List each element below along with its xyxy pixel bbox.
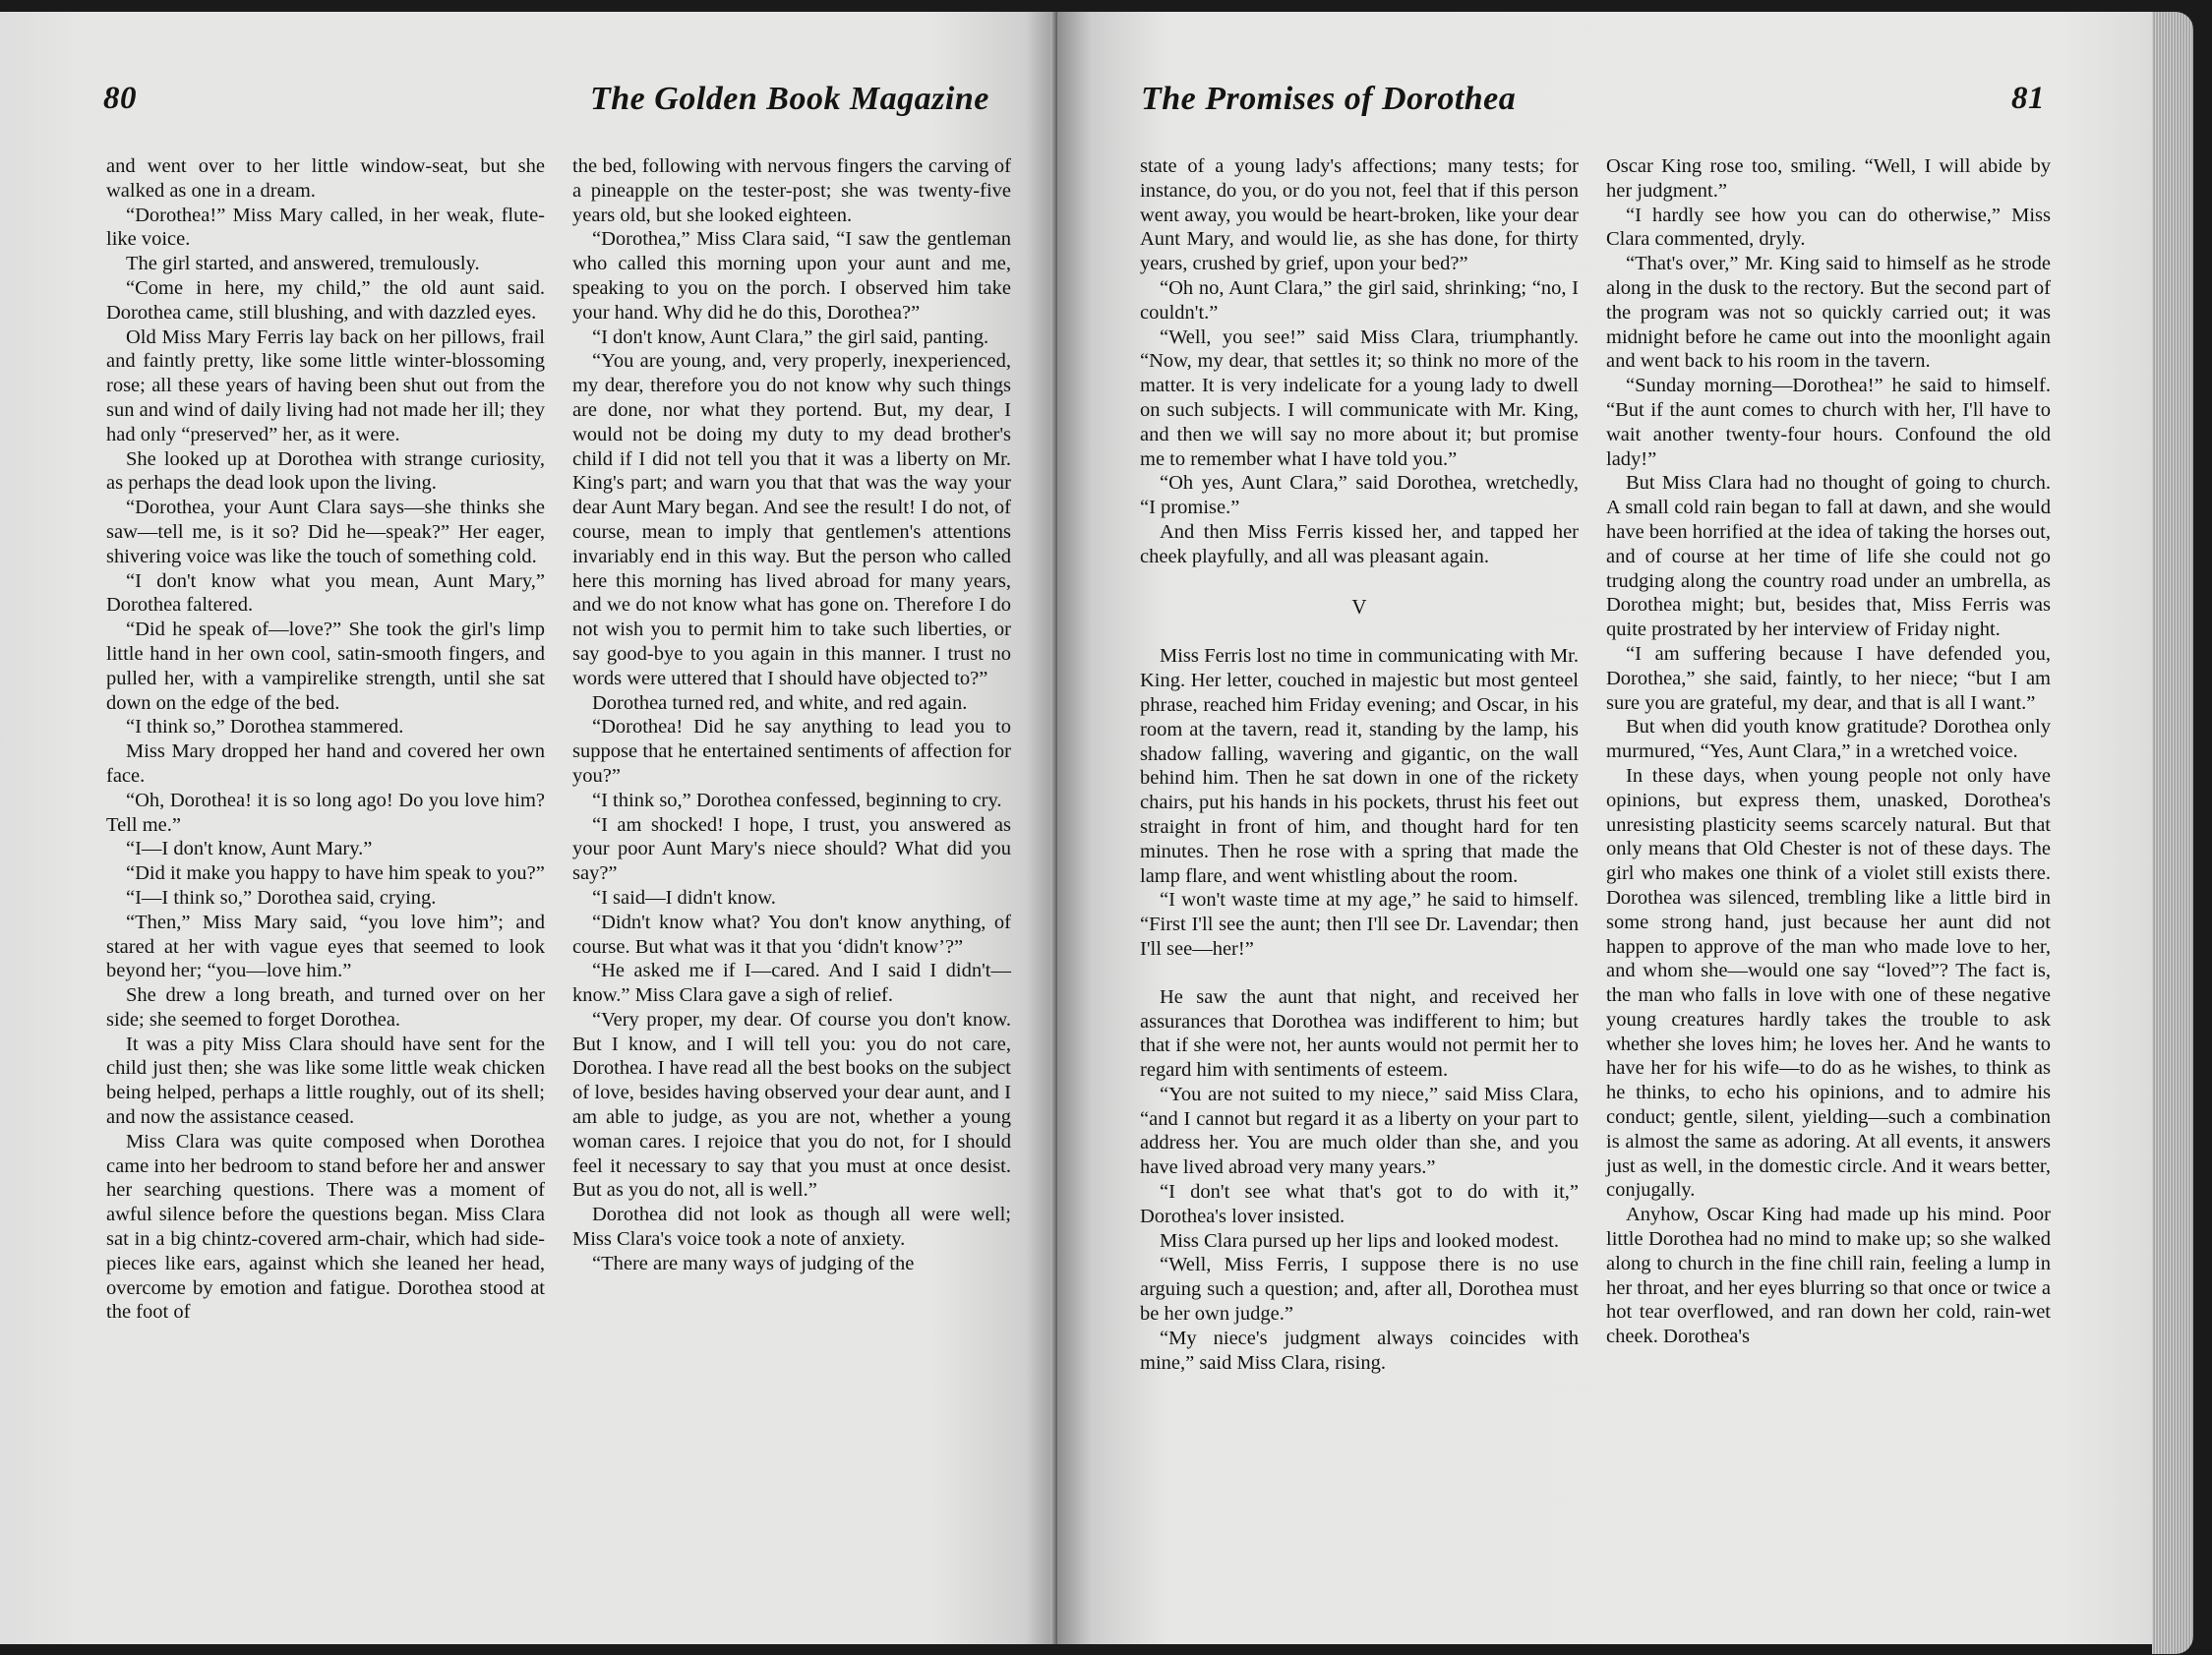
- paragraph: “Did it make you happy to have him speak to you?”: [126, 862, 545, 885]
- paragraph: “Then,” Miss Mary said, “you love him”; and stared at her with vague eyes that seemed to look beyond her; “you—love him.”: [106, 911, 545, 982]
- paragraph: “Come in here, my child,” the old aunt said. Dorothea came, still blushing, and with dazzled eyes.: [106, 276, 545, 324]
- paragraph: The girl started, and answered, tremulously.: [126, 253, 480, 275]
- paragraph: He saw the aunt that night, and received her assurances that Dorothea was indifferent to him; but that if she were not, her aunts would not permit her to regard him with sentiments of esteem.: [1140, 985, 1579, 1082]
- paragraph: “I think so,” Dorothea confessed, beginning to cry.: [592, 789, 1002, 811]
- paragraph: Anyhow, Oscar King had made up his mind. Poor little Dorothea had no mind to make up; so she walked along to church in the fine chill rain, feeling a lump in her throat, and her eyes blurring so that once or twice a hot tear overflowed, and ran down her cold, rain-wet cheek. Dorothea's: [1606, 1204, 2051, 1348]
- paragraph: Old Miss Mary Ferris lay back on her pillows, frail and faintly pretty, like some little winter-blossoming rose; all these years of having been shut out from the sun and wind of daily living had not made her ill; they had only “preserved” her, as it were.: [106, 325, 545, 445]
- paragraph: Miss Clara pursed up her lips and looked modest.: [1160, 1229, 1559, 1252]
- page-edges: [2152, 12, 2193, 1654]
- paragraph: “I hardly see how you can do otherwise,” Miss Clara commented, dryly.: [1606, 204, 2051, 251]
- paragraph: And then Miss Ferris kissed her, and tapped her cheek playfully, and all was pleasant again.: [1140, 520, 1579, 567]
- book-spread: [0, 12, 2174, 1644]
- paragraph: “Didn't know what? You don't know anything, of course. But what was it that you ‘didn't know’?”: [572, 911, 1011, 958]
- paragraph: “That's over,” Mr. King said to himself as he strode along in the dusk to the rectory. But the second part of the program was not so quickly carried out; it was midnight before he came out into the moonlight again and went back to his room in the tavern.: [1606, 253, 2051, 373]
- paragraph: Dorothea did not look as though all were well; Miss Clara's voice took a note of anxiety.: [572, 1204, 1011, 1251]
- paragraph: “You are not suited to my niece,” said Miss Clara, “and I cannot but regard it as a liberty on your part to address her. You are much older than she, and you have lived abroad very many years.”: [1140, 1083, 1579, 1179]
- paragraph: the bed, following with nervous fingers the carving of a pineapple on the tester-post; she was twenty-five years old, but she looked eighteen.: [572, 155, 1011, 226]
- paragraph: “Oh yes, Aunt Clara,” said Dorothea, wretchedly, “I promise.”: [1140, 472, 1579, 519]
- paragraph: “I—I think so,” Dorothea said, crying.: [126, 886, 437, 909]
- paragraph: Dorothea turned red, and white, and red again.: [592, 691, 968, 714]
- paragraph: state of a young lady's affections; many tests; for instance, do you, or do you not, feel that if this person went away, you would be heart-broken, like your dear Aunt Mary, and would lie, as she has done, for thirty years, crushed by grief, upon your bed?”: [1140, 155, 1579, 275]
- running-head-left: The Golden Book Magazine: [590, 81, 989, 117]
- paragraph: “My niece's judgment always coincides with mine,” said Miss Clara, rising.: [1140, 1327, 1579, 1374]
- paragraph: “You are young, and, very properly, inexperienced, my dear, therefore you do not know why such things are done, nor what they portend. But, my dear, I would not be doing my duty to my dead brother's child if I did not tell you that it was a liberty on Mr. King's part; and warn you that that was the way your dear Aunt Mary began. And see the result! I do not, of course, mean to imply that gentlemen's attentions invariably end in this way. But the person who called here this morning has lived abroad for many years, and we do not know what has gone on. Therefore I do not wish you to permit him to take such liberties, or say good-bye to you again in this manner. I trust no words were uttered that I should have objected to?”: [572, 350, 1011, 689]
- paragraph: “I—I don't know, Aunt Mary.”: [126, 838, 373, 860]
- paragraph: She looked up at Dorothea with strange curiosity, as perhaps the dead look upon the living.: [106, 447, 545, 495]
- paragraph: “Dorothea!” Miss Mary called, in her weak, flute-like voice.: [106, 204, 545, 251]
- paragraph: “He asked me if I—cared. And I said I didn't—know.” Miss Clara gave a sigh of relief.: [572, 960, 1011, 1007]
- paragraph: In these days, when young people not only have opinions, but express them, unasked, Dorothea's unresisting plasticity seems scarcely natural. But that only means that Old Chester is not of these days. The girl who makes one think of a violet still exists there. Dorothea was silenced, trembling like a little bird in some strong hand, just because her aunt did not happen to approve of the man who made love to her, and whom she—would one say “loved”? The fact is, the man who falls in love with one of these negative young creatures hardly takes the trouble to ask whether she loves him; he loves her. And he wants to have her for his wife—to do as he wishes, to think as he thinks, to echo his opinions, and to admire his conduct; gentle, silent, yielding—such a combination is almost the same as adoring. At all events, it answers just as well, in the domestic circle. And it wears better, conjugally.: [1606, 764, 2051, 1202]
- paragraph: Oscar King rose too, smiling. “Well, I will abide by her judgment.”: [1606, 155, 2051, 202]
- paragraph: Miss Ferris lost no time in communicating with Mr. King. Her letter, couched in majestic but most genteel phrase, reached him Friday evening; and Oscar, in his room at the tavern, read it, standing by the lamp, his shadow falling, wavering and gigantic, on the wall behind him. Then he sat down in one of the rickety chairs, put his hands in his pockets, thrust his feet out straight in front of him, and thought hard for ten minutes. Then he rose with a spring that made the lamp flare, and went whistling about the room.: [1140, 645, 1579, 887]
- paragraph: Miss Clara was quite composed when Dorothea came into her bedroom to stand before her and answer her searching questions. There was a moment of awful silence before the questions began. Miss Clara sat in a big chintz-covered arm-chair, which had side-pieces like ears, against which she leaned her head, overcome by emotion and fatigue. Dorothea stood at the foot of: [106, 1130, 545, 1324]
- paragraph: But Miss Clara had no thought of going to church. A small cold rain began to fall at dawn, and she would have been horrified at the idea of taking the horses out, and of course at her time of life she could not go trudging along the country road under an umbrella, as Dorothea might; but, besides that, Miss Ferris was quite prostrated by her interview of Friday night.: [1606, 472, 2051, 641]
- paragraph: She drew a long breath, and turned over on her side; she seemed to forget Dorothea.: [106, 984, 545, 1031]
- paragraph: Miss Mary dropped her hand and covered her own face.: [106, 740, 545, 787]
- left-page-column-1: [106, 154, 545, 1325]
- paragraph: “Dorothea, your Aunt Clara says—she thinks she saw—tell me, is it so? Did he—speak?” Her eager, shivering voice was like the touch of something cold.: [106, 497, 545, 567]
- right-page: [1057, 12, 2174, 1644]
- paragraph: “I am shocked! I hope, I trust, you answered as your poor Aunt Mary's niece should? What did you say?”: [572, 813, 1011, 885]
- paragraph: “Well, you see!” said Miss Clara, triumphantly. “Now, my dear, that settles it; so think no more of the matter. It is very indelicate for a young lady to dwell on such subjects. I will communicate with Mr. King, and then we will say no more about it; but promise me to remember what I have told you.”: [1140, 325, 1579, 470]
- paragraph: “There are many ways of judging of the: [592, 1252, 915, 1274]
- paragraph: “I am suffering because I have defended you, Dorothea,” she said, faintly, to her niece; “but I am sure you are grateful, my dear, and that is all I want.”: [1606, 642, 2051, 714]
- paragraph: “Very proper, my dear. Of course you don't know. But I know, and I will tell you: you do not care, Dorothea. I have read all the best books on the subject of love, besides having observed your dear aunt, and I am able to judge, as you are not, whether a young woman cares. I rejoice that you do not, for I should feel it necessary to say that you must at once desist. But as you do not, all is well.”: [572, 1008, 1011, 1202]
- paragraph-gap: [1140, 962, 1579, 985]
- left-page-column-2: [572, 154, 1011, 1276]
- paragraph: “Dorothea,” Miss Clara said, “I saw the gentleman who called this morning upon your aunt and me, speaking to you on the porch. I observed him take your hand. Why did he do this, Dorothea?”: [572, 228, 1011, 324]
- running-head-right: The Promises of Dorothea: [1141, 81, 1517, 117]
- paragraph: “Sunday morning—Dorothea!” he said to himself. “But if the aunt comes to church with her, I'll have to wait another twenty-four hours. Confound the old lady!”: [1606, 375, 2051, 470]
- paragraph: “Oh no, Aunt Clara,” the girl said, shrinking; “no, I couldn't.”: [1140, 276, 1579, 324]
- section-number: V: [1351, 594, 1367, 619]
- paragraph: It was a pity Miss Clara should have sent for the child just then; she was like some little weak chicken being helped, perhaps a little roughly, out of its shell; and now the assistance ceased.: [106, 1033, 545, 1129]
- paragraph: “I don't know, Aunt Clara,” the girl said, panting.: [592, 325, 989, 348]
- paragraph: “I don't know what you mean, Aunt Mary,” Dorothea faltered.: [106, 569, 545, 617]
- paragraph: and went over to her little window-seat, but she walked as one in a dream.: [106, 155, 545, 202]
- paragraph: “Oh, Dorothea! it is so long ago! Do you love him? Tell me.”: [106, 789, 545, 836]
- paragraph: “I said—I didn't know.: [592, 886, 776, 909]
- paragraph: “Well, Miss Ferris, I suppose there is no use arguing such a question; and, after all, Dorothea must be her own judge.”: [1140, 1254, 1579, 1326]
- left-page: [0, 12, 1057, 1644]
- page-number-right: 81: [2011, 81, 2045, 116]
- right-page-column-1: [1140, 154, 1579, 1375]
- paragraph: “Dorothea! Did he say anything to lead you to suppose that he entertained sentiments of affection for you?”: [572, 716, 1011, 787]
- paragraph: “I think so,” Dorothea stammered.: [126, 716, 404, 739]
- paragraph: “Did he speak of—love?” She took the girl's limp little hand in her own cool, satin-smooth fingers, and pulled her, with a vampirelike strength, until she sat down on the edge of the bed.: [106, 619, 545, 714]
- paragraph: But when did youth know gratitude? Dorothea only murmured, “Yes, Aunt Clara,” in a wretched voice.: [1606, 716, 2051, 763]
- paragraph: “I won't waste time at my age,” he said to himself. “First I'll see the aunt; then I'll see Dr. Lavendar; then I'll see—her!”: [1140, 889, 1579, 960]
- right-page-column-2: [1606, 154, 2051, 1349]
- page-number-left: 80: [103, 81, 137, 116]
- paragraph: “I don't see what that's got to do with it,” Dorothea's lover insisted.: [1140, 1181, 1579, 1227]
